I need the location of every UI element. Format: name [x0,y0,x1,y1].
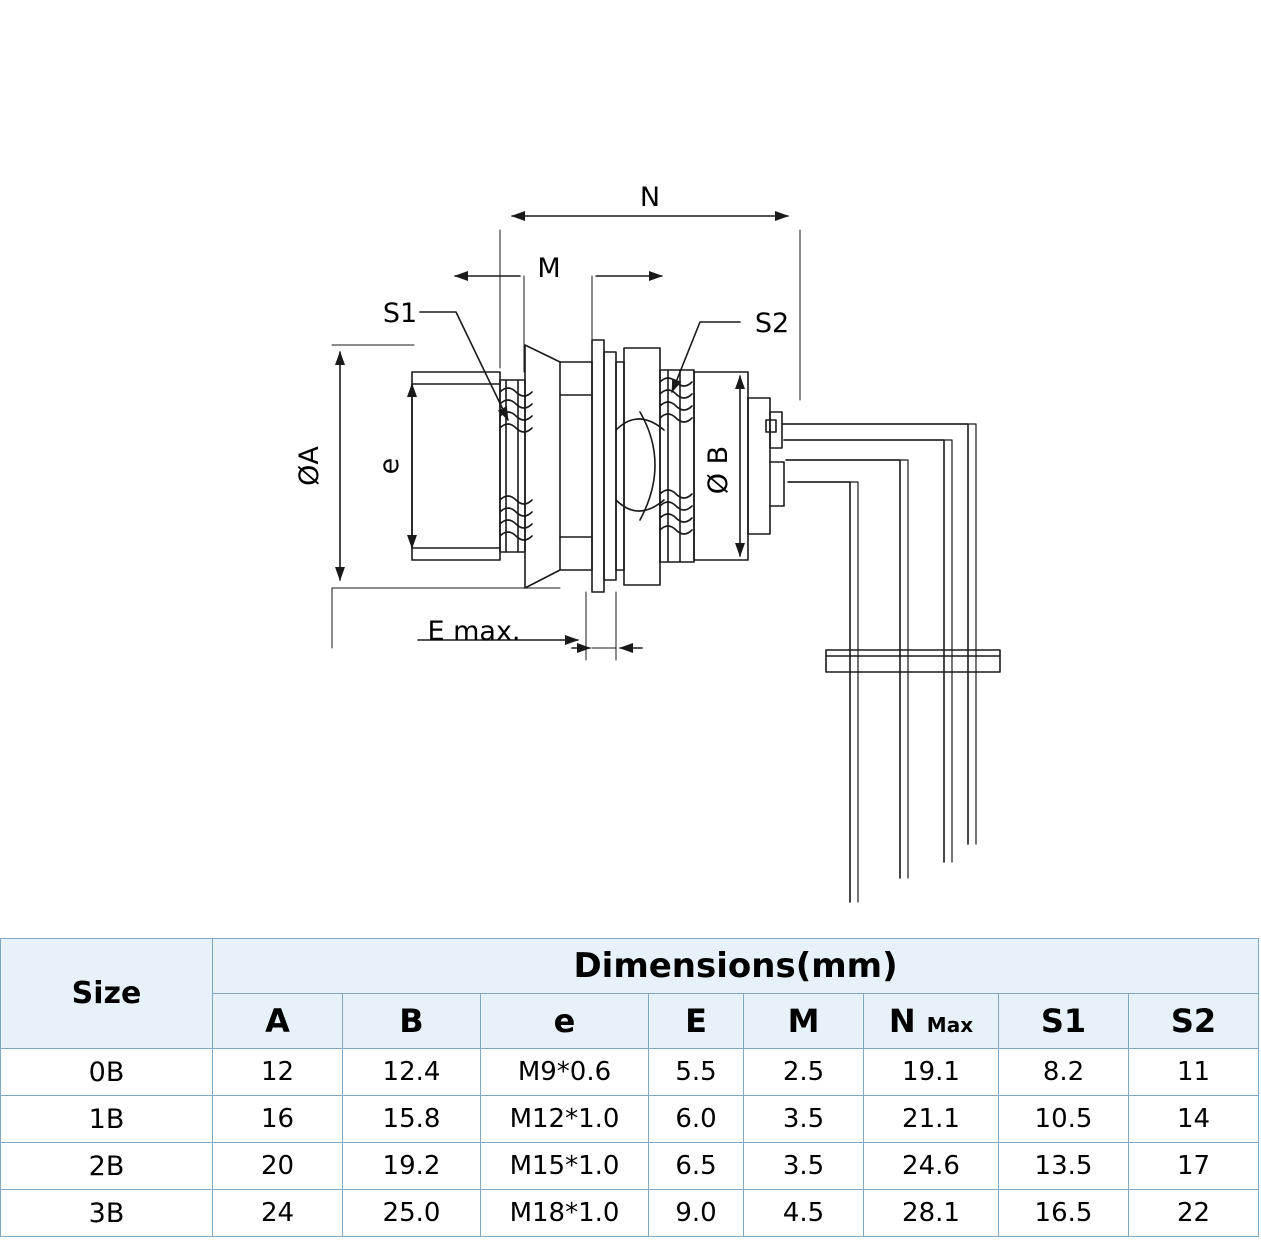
cell-0b-s1: 8.2 [999,1049,1129,1096]
cell-0b-s2: 11 [1129,1049,1259,1096]
cell-1b-b: 15.8 [343,1096,481,1143]
cell-2b-s1: 13.5 [999,1143,1129,1190]
leader-s1 [420,312,508,420]
cell-0b-e-cap: 5.5 [649,1049,744,1096]
cell-3b-n: 28.1 [864,1190,999,1237]
table-row [1,1143,1259,1190]
thread-s1 [500,380,532,552]
cell-3b-b: 25.0 [343,1190,481,1237]
label-dia-b: Ø B [703,445,734,495]
cell-2b-s2: 17 [1129,1143,1259,1190]
cell-0b-b: 12.4 [343,1049,481,1096]
cell-2b-n: 24.6 [864,1143,999,1190]
header-dimensions: Dimensions(mm) [213,939,1259,994]
cell-0b-n: 19.1 [864,1049,999,1096]
cell-0b-m: 2.5 [744,1049,864,1096]
table-row [1,1049,1259,1096]
header-col-s2: S2 [1129,994,1259,1049]
table-row [1,1096,1259,1143]
header-col-s1: S1 [999,994,1129,1049]
dimensions-table [0,938,1259,1237]
right-angle-pins [782,424,1000,902]
hex-nut [525,345,592,588]
header-col-b: B [343,994,481,1049]
header-col-n-max: Max [926,1013,974,1037]
label-e-max: E max. [427,616,521,647]
cell-2b-m: 3.5 [744,1143,864,1190]
dimension-m [455,276,662,372]
label-n: N [639,182,661,213]
header-size: Size [1,939,213,1049]
washer-stack [592,340,616,592]
cell-1b-s2: 14 [1129,1096,1259,1143]
connector-left-shell [412,372,500,560]
cell-2b-e-small: M15*1.0 [481,1143,649,1190]
cell-3b-a: 24 [213,1190,343,1237]
cell-3b-m: 4.5 [744,1190,864,1237]
cell-2b-b: 19.2 [343,1143,481,1190]
cell-1b-e-cap: 6.0 [649,1096,744,1143]
cell-3b-e-small: M18*1.0 [481,1190,649,1237]
cell-1b-a: 16 [213,1096,343,1143]
header-col-e-small: e [481,994,649,1049]
label-e: e [374,457,405,475]
row-size-2b: 2B [1,1143,213,1190]
table-row [1,1190,1259,1237]
cell-1b-e-small: M12*1.0 [481,1096,649,1143]
header-col-n [864,994,999,1049]
cell-0b-e-small: M9*0.6 [481,1049,649,1096]
cell-1b-n: 21.1 [864,1096,999,1143]
cell-1b-m: 3.5 [744,1096,864,1143]
header-col-a: A [213,994,343,1049]
cell-3b-s1: 16.5 [999,1190,1129,1237]
row-size-3b: 3B [1,1190,213,1237]
header-col-e-cap: E [649,994,744,1049]
label-m: M [537,253,561,284]
label-s1: S1 [382,298,418,329]
label-dia-a: ØA [294,446,325,486]
cell-2b-a: 20 [213,1143,343,1190]
cell-3b-s2: 22 [1129,1190,1259,1237]
row-size-1b: 1B [1,1096,213,1143]
label-s2: S2 [754,308,790,339]
cell-3b-e-cap: 9.0 [649,1190,744,1237]
cell-2b-e-cap: 6.5 [649,1143,744,1190]
row-size-0b: 0B [1,1049,213,1096]
cell-0b-a: 12 [213,1049,343,1096]
dimensions-table-container [0,938,1261,1237]
cell-1b-s1: 10.5 [999,1096,1129,1143]
leader-s2 [672,322,740,392]
header-col-n-letter: N [888,1002,916,1040]
header-col-m: M [744,994,864,1049]
